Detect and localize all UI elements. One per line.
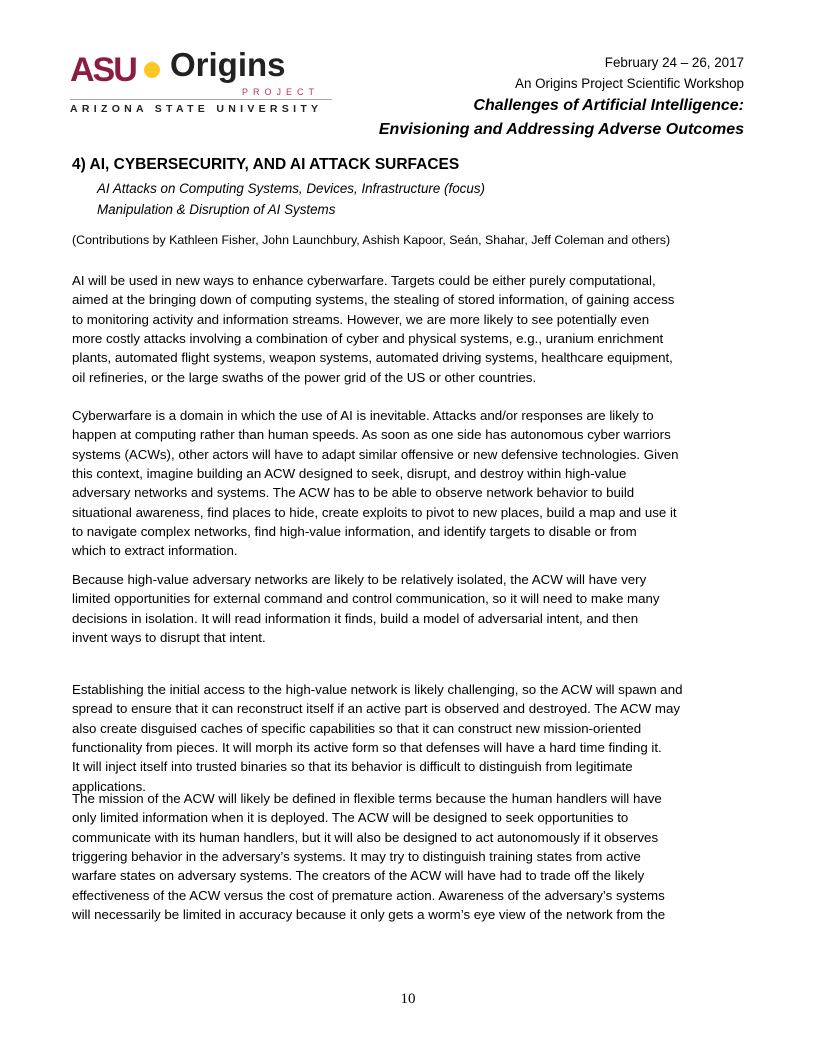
paragraph-line: spread to ensure that it can reconstruct itself if an active part is observed and destroyed. The ACW may xyxy=(72,701,681,717)
paragraph-line: to navigate complex networks, find high-value information, and identify targets to disable or from xyxy=(72,524,637,540)
paragraph-line: applications. xyxy=(72,778,146,794)
paragraph-line: situational awareness, find places to hide, create exploits to pivot to new places, build a map and use it xyxy=(72,504,677,520)
body-paragraph xyxy=(72,789,752,924)
body-paragraph xyxy=(72,271,752,387)
body-paragraph xyxy=(72,680,752,796)
page-number: 10 xyxy=(400,991,416,1007)
header-dates: February 24 – 26, 2017 xyxy=(604,55,744,70)
paragraph-line: aimed at the bringing down of computing systems, the stealing of stored information, of gaining access xyxy=(72,292,675,308)
page-header xyxy=(379,52,744,142)
logo-origins: Origins xyxy=(170,46,286,83)
paragraph-line: limited opportunities for external command and control communication, so it will need to make many xyxy=(72,591,660,607)
subtopic: Manipulation & Disruption of AI Systems xyxy=(97,202,336,217)
paragraph-line: systems (ACWs), other actors will have to adapt similar offensive or new defensive technologies. Given xyxy=(72,446,679,462)
paragraph-line: invent ways to disrupt that intent. xyxy=(72,630,266,646)
paragraph-line: which to extract information. xyxy=(72,543,238,559)
body-paragraph xyxy=(72,570,752,647)
paragraph-line: AI will be used in new ways to enhance cyberwarfare. Targets could be either purely computational, xyxy=(72,273,656,288)
logo-university: ARIZONA STATE UNIVERSITY xyxy=(70,103,323,115)
paragraph-line: more costly attacks involving a combination of cyber and physical systems, e.g., uranium enrichment xyxy=(72,331,664,347)
paragraph-line: adversary networks and systems. The ACW has to be able to observe network behavior to build xyxy=(72,485,635,501)
paragraph-line: to monitoring activity and information streams. However, we are more likely to see potentially even xyxy=(72,311,650,327)
paragraph-line: only limited information when it is deployed. The ACW will be designed to seek opportunities to xyxy=(72,810,629,826)
section-heading: 4) AI, CYBERSECURITY, AND AI ATTACK SURFACES xyxy=(72,156,460,173)
contributors: (Contributions by Kathleen Fisher, John Launchbury, Ashish Kapoor, Seán, Shahar, Jeff Coleman and others) xyxy=(72,233,671,247)
sun-icon xyxy=(144,62,160,78)
header-workshop: An Origins Project Scientific Workshop xyxy=(515,76,744,91)
paragraph-line: Because high-value adversary networks are likely to be relatively isolated, the ACW will have very xyxy=(72,572,647,587)
paragraph-line: warfare states on adversary systems. The creators of the ACW will have had to trade off the likely xyxy=(72,868,645,884)
paragraph-line: communicate with its human handlers, but it will also be designed to act autonomously if it observes xyxy=(72,829,659,845)
paragraph-line: will necessarily be limited in accuracy because it only gets a worm’s eye view of the network from the xyxy=(72,907,666,923)
body-paragraph xyxy=(72,406,752,561)
paragraph-line: plants, automated flight systems, weapon systems, automated driving systems, healthcare equipment, xyxy=(72,350,673,366)
paragraph-line: also create disguised caches of specific capabilities so that it can construct new mission-oriented xyxy=(72,720,642,736)
paragraph-line: decisions in isolation. It will read information it finds, build a model of adversarial intent, and then xyxy=(72,610,639,626)
paragraph-line: The mission of the ACW will likely be defined in flexible terms because the human handlers will have xyxy=(72,791,662,806)
paragraph-line: Establishing the initial access to the high-value network is likely challenging, so the ACW will spawn and xyxy=(72,682,683,697)
paragraph-line: effectiveness of the ACW versus the cost of premature action. Awareness of the adversary’s systems xyxy=(72,887,665,903)
asu-origins-logo xyxy=(70,46,335,116)
paragraph-line: happen at computing rather than human speeds. As soon as one side has autonomous cyber warriors xyxy=(72,427,671,443)
paragraph-line: this context, imagine building an ACW designed to seek, disrupt, and destroy within high-value xyxy=(72,466,627,482)
paragraph-line: It will inject itself into trusted binaries so that its behavior is difficult to distinguish from legitimate xyxy=(72,759,633,775)
logo-asu: ASU xyxy=(70,51,136,89)
subtopic: AI Attacks on Computing Systems, Devices, Infrastructure (focus) xyxy=(97,181,485,196)
paragraph-line: oil refineries, or the large swaths of the power grid of the US or other countries. xyxy=(72,369,537,385)
paragraph-line: Cyberwarfare is a domain in which the use of AI is inevitable. Attacks and/or responses are likely to xyxy=(72,408,654,423)
logo-divider xyxy=(70,99,332,100)
logo-project: PROJECT xyxy=(242,87,320,97)
header-title-line2: Envisioning and Addressing Adverse Outcomes xyxy=(378,121,744,138)
paragraph-line: triggering behavior in the adversary’s systems. It may try to distinguish training states from active xyxy=(72,849,641,865)
header-title-line1: Challenges of Artificial Intelligence: xyxy=(473,97,744,114)
paragraph-line: functionality from pieces. It will morph its active form so that defenses will have a hard time finding it. xyxy=(72,740,662,756)
